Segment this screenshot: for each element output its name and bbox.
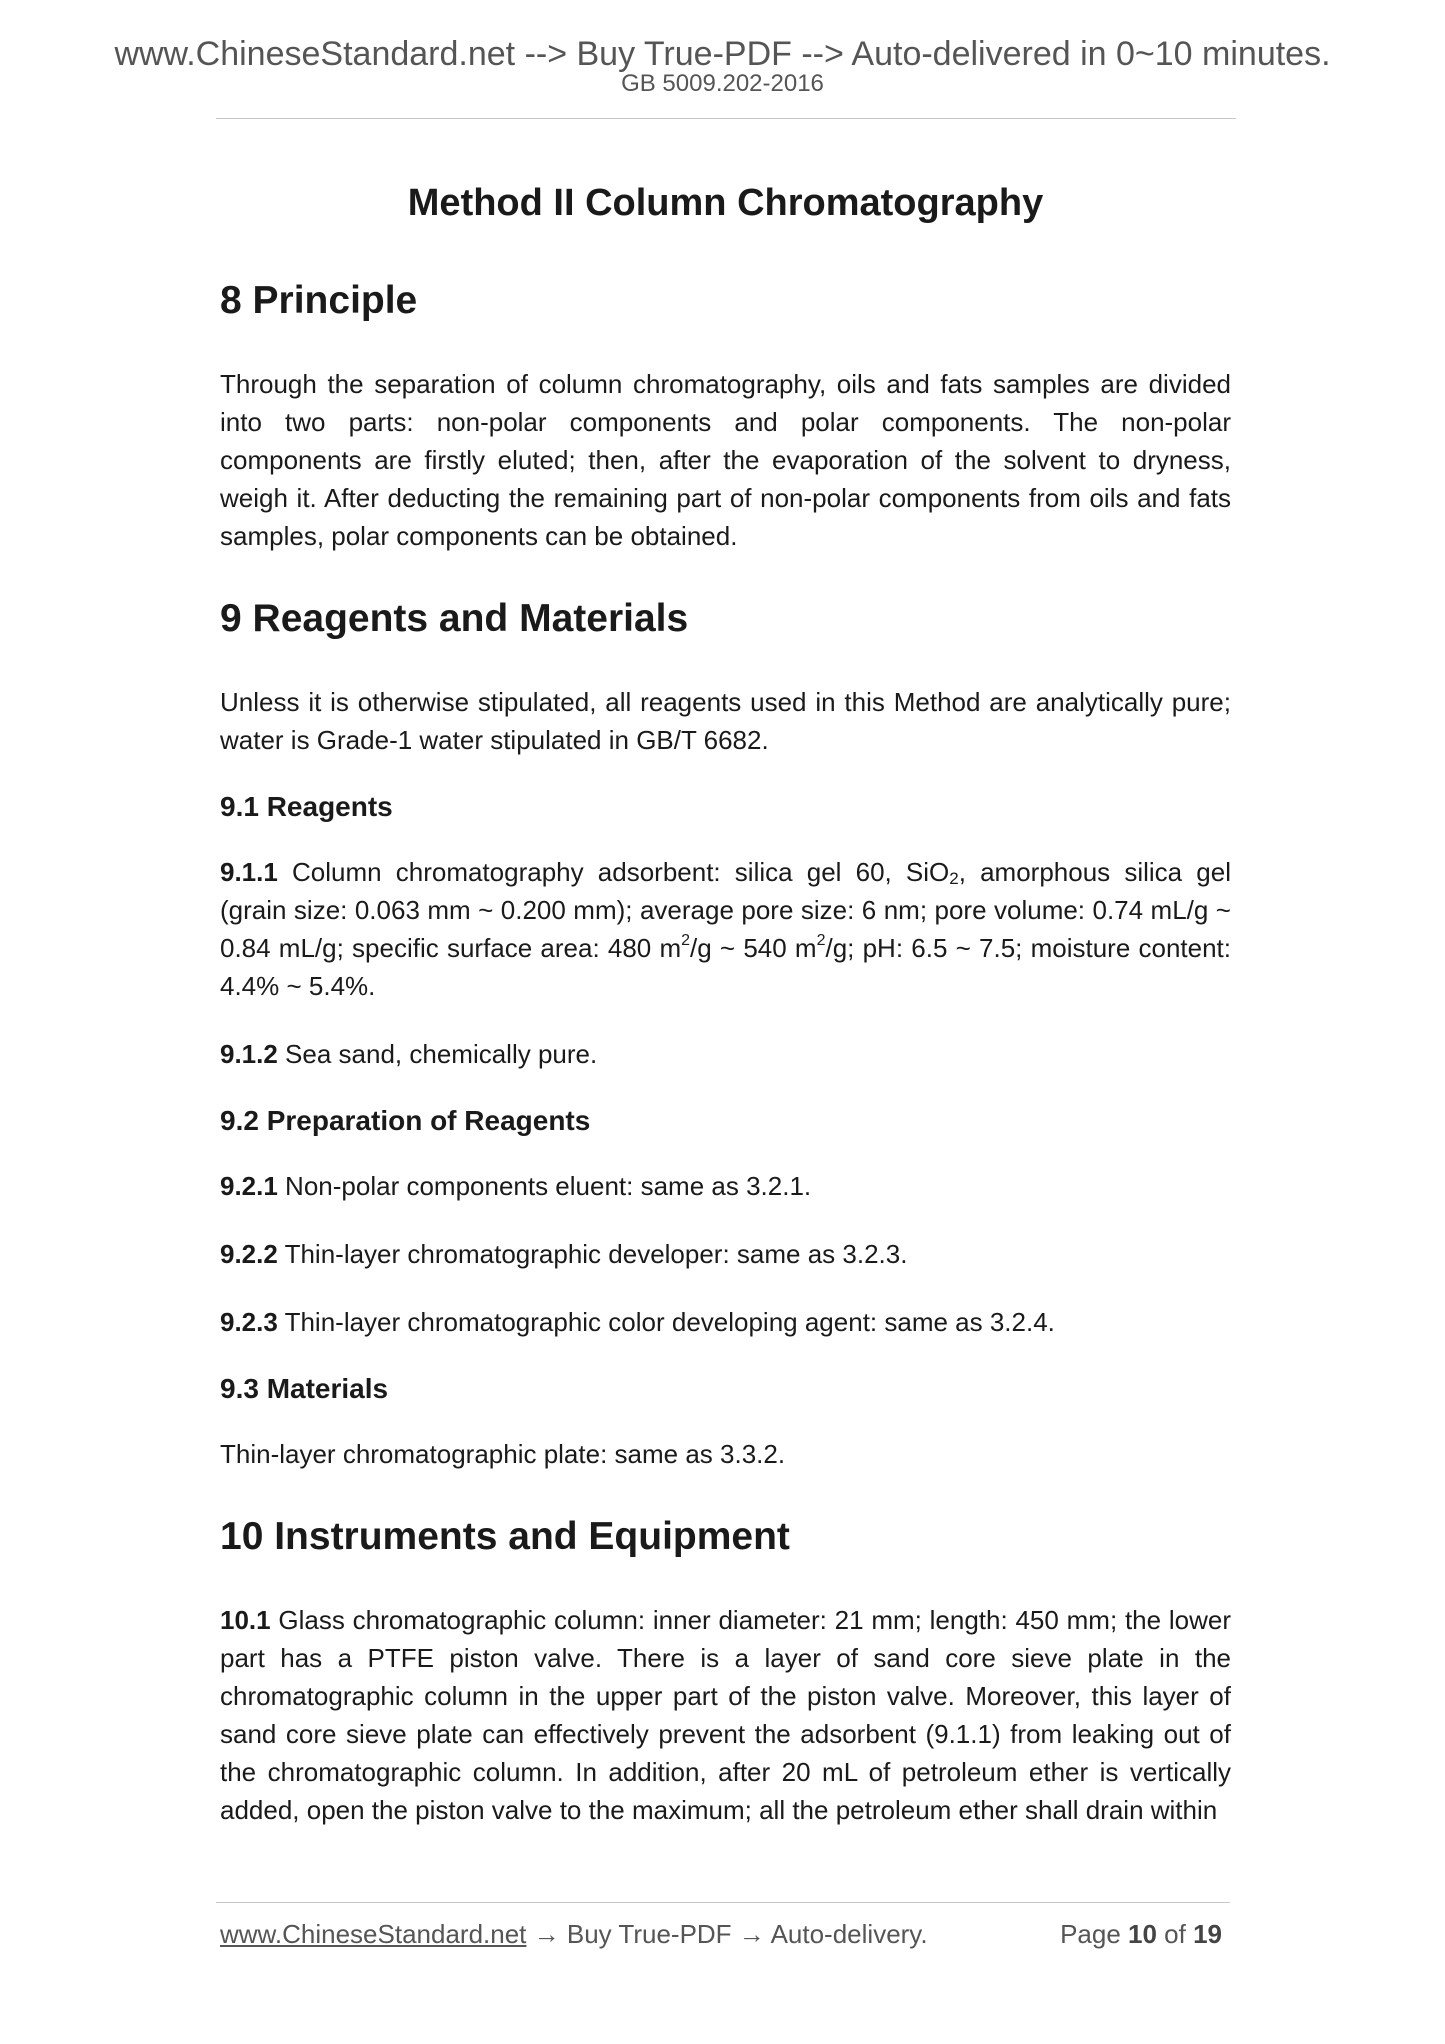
clause-number: 10.1	[220, 1605, 271, 1635]
footer-tail-text: → Buy True-PDF → Auto-delivery.	[526, 1919, 928, 1949]
clause-text: , amorphous silica gel (grain size: 0.063 mm ~ 0.200 mm); average pore size: 6 nm; pore volume: 0.74 mL/g ~ 0.84 mL/g; specific surface area: 480 m	[220, 857, 1231, 963]
page-footer	[220, 1916, 1230, 1956]
page-counter	[1060, 1916, 1222, 1952]
clause-9-2-1	[220, 1167, 1231, 1205]
clause-text: Non-polar components eluent: same as 3.2.1.	[277, 1171, 812, 1201]
clause-9-2-2	[220, 1235, 1231, 1273]
standard-code: GB 5009.202-2016	[621, 70, 824, 97]
section-9-1-heading: 9.1 Reagents	[220, 791, 393, 822]
section-9-intro: Unless it is otherwise stipulated, all reagents used in this Method are analytically pure; water is Grade-1 water stipulated in GB/T 6682.	[220, 687, 1231, 755]
clause-text: Sea sand, chemically pure.	[277, 1039, 598, 1069]
clause-text: Thin-layer chromatographic developer: same as 3.2.3.	[277, 1239, 908, 1269]
current-page-number: 10	[1128, 1919, 1157, 1949]
clause-text: Glass chromatographic column: inner diameter: 21 mm; length: 450 mm; the lower part has a PTFE piston valve. There is a layer of sand core sieve plate in the chromatographic column in the upper part of the piston valve. Moreover, this layer of sand core sieve plate can effectively prevent the adsorbent (9.1.1) from leaking out of the chromatographic column. In addition, after 20 mL of petroleum ether is vertically added, open the piston valve to the maximum; all the petroleum ether shall drain within	[220, 1605, 1231, 1825]
total-pages-number: 19	[1193, 1919, 1222, 1949]
clause-number: 9.1.2	[220, 1039, 278, 1069]
superscript: 2	[681, 932, 691, 950]
section-8-heading: 8 Principle	[220, 279, 418, 322]
clause-9-1-1	[220, 853, 1231, 1005]
section-8-paragraph: Through the separation of column chromatography, oils and fats samples are divided into two parts: non-polar components and polar components. The non-polar components are firstly eluted; then, after the evaporation of the solvent to dryness, weigh it. After deducting the remaining part of non-polar components from oils and fats samples, polar components can be obtained.	[220, 369, 1231, 551]
clause-9-2-3	[220, 1303, 1231, 1341]
clause-text: /g ~ 540 m	[690, 933, 817, 963]
section-10-heading: 10 Instruments and Equipment	[220, 1515, 790, 1558]
section-9-heading: 9 Reagents and Materials	[220, 597, 689, 640]
clause-number: 9.2.1	[220, 1171, 278, 1201]
clause-text: /g; pH: 6.5 ~ 7.5; moisture content: 4.4% ~ 5.4%.	[220, 933, 1231, 1001]
superscript: 2	[816, 932, 826, 950]
method-title: Method II Column Chromatography	[407, 182, 1044, 224]
clause-number: 9.2.2	[220, 1239, 278, 1269]
footer-promo	[220, 1916, 928, 1952]
section-9-2-heading: 9.2 Preparation of Reagents	[220, 1105, 591, 1136]
clause-text: Column chromatography adsorbent: silica gel 60, SiO	[277, 857, 950, 887]
top-banner: www.ChineseStandard.net --> Buy True-PDF --> Auto-delivered in 0~10 minutes.	[114, 35, 1331, 73]
header-divider	[216, 118, 1236, 119]
page-word: Page	[1060, 1919, 1129, 1949]
clause-number: 9.1.1	[220, 857, 278, 887]
clause-10-1	[220, 1601, 1231, 1829]
section-9-3-heading: 9.3 Materials	[220, 1373, 389, 1404]
subscript: 2	[949, 869, 959, 888]
page-of-word: of	[1156, 1919, 1194, 1949]
section-9-3-paragraph: Thin-layer chromatographic plate: same as 3.3.2.	[220, 1439, 786, 1469]
footer-website-link[interactable]: www.ChineseStandard.net	[220, 1919, 527, 1949]
footer-divider	[216, 1902, 1230, 1903]
document-body	[220, 178, 1231, 1859]
clause-9-1-2	[220, 1035, 1231, 1073]
clause-text: Thin-layer chromatographic color developing agent: same as 3.2.4.	[277, 1307, 1055, 1337]
clause-number: 9.2.3	[220, 1307, 278, 1337]
